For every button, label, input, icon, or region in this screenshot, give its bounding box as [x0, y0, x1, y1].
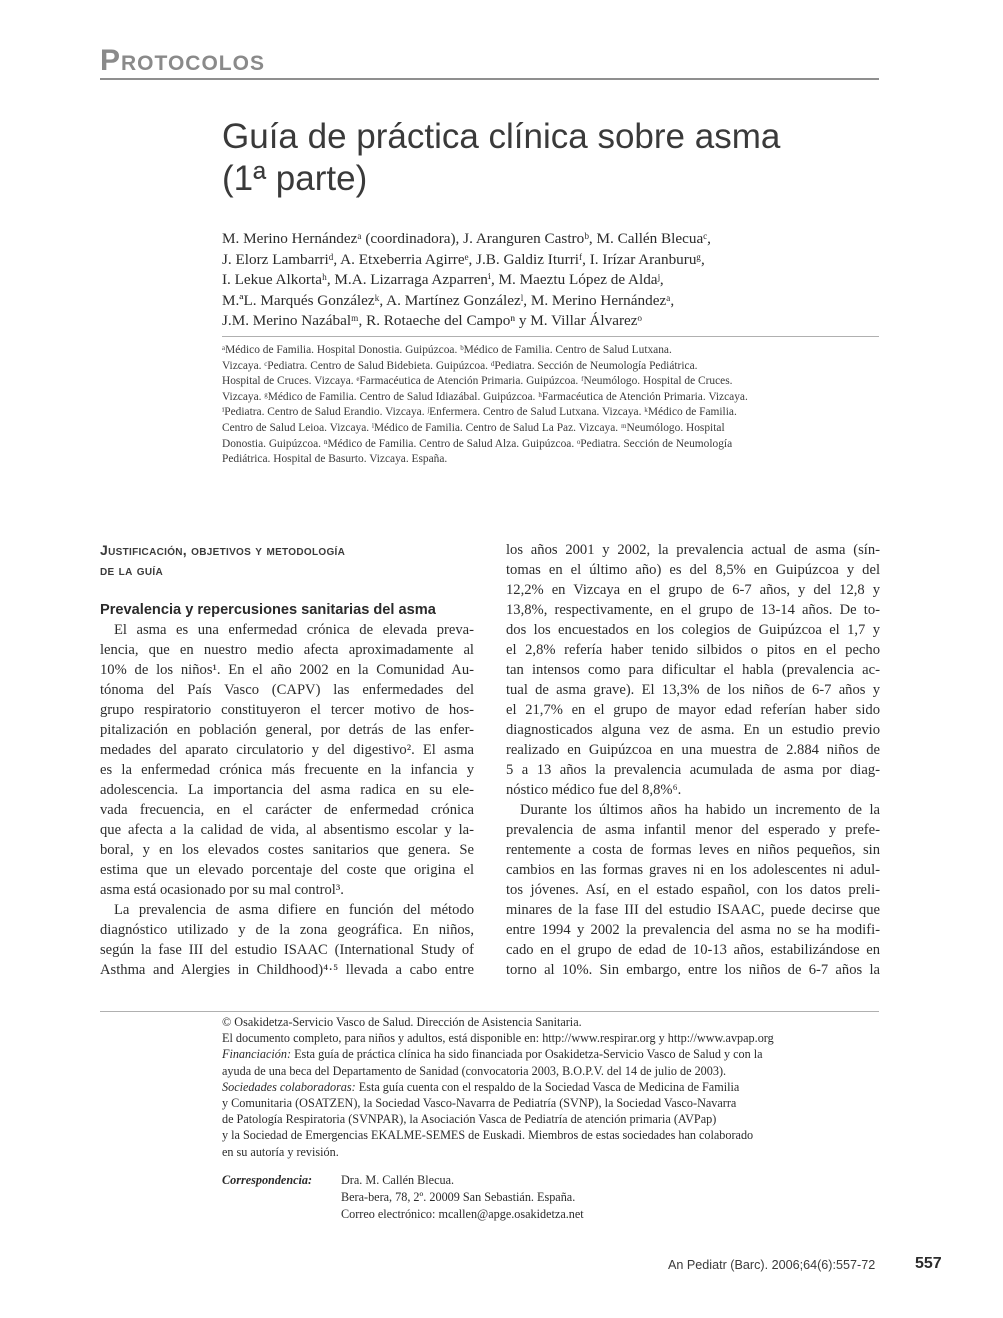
affiliation-line: Vizcaya. ᵍMédico de Familia. Centro de Salud Idiazábal. Guipúzcoa. ʰFarmacéutica de Atención Primaria. Vizcaya. [222, 390, 748, 403]
text-line: boral, y en los elevados costes sanitarios que genera. Se [100, 842, 474, 858]
text-line: El asma es una enfermedad crónica de elevada preva- [114, 622, 474, 638]
text-line: cado en el grupo de edad de 10-13 años, estabilizándose en [506, 942, 880, 958]
text-line: tan intensos como para dificultar el habla (prevalencia ac- [506, 662, 880, 678]
text-line: el 2,8% refería haber tenido silbidos o pitos en el pecho [506, 642, 880, 658]
text-line: 12,2% en Vizcaya en el grupo de 6-7 años, y del 12,8 y [506, 582, 880, 598]
societies-line: en su autoría y revisión. [222, 1144, 339, 1159]
body-text [100, 620, 474, 980]
text-line: nóstico médico fue del 8,8%⁶. [506, 782, 682, 798]
text-line: 5 a 13 años la prevalencia acumulada de asma por diag- [506, 762, 880, 778]
author-list [222, 229, 882, 332]
text-line: tos jóvenes. Así, en el estado español, con los datos preli- [506, 882, 880, 898]
author-line: I. Lekue Alkortaʰ, M.A. Lizarraga Azparrenⁱ, M. Maeztu López de Aldaʲ, [222, 271, 664, 289]
section-heading-line: de la guía [100, 562, 164, 578]
text-line: rentemente a costa de formas leves en niños pequeños, sin [506, 842, 880, 858]
text-line: minares de la fase III del estudio ISAAC, puede decirse que [506, 902, 880, 918]
availability-line: El documento completo, para niños y adultos, está disponible en: http://www.respirar.org y http://www.avpap.org [222, 1031, 774, 1046]
affiliation-line: Donostia. Guipúzcoa. ⁿMédico de Familia. Centro de Salud Alza. Guipúzcoa. ᵒPediatra. Sección de Neumología [222, 437, 733, 450]
text-line: 13,8%, respectivamente, en el grupo de 13-14 años. De to- [506, 602, 880, 618]
text-line: estima que un elevado porcentaje del coste que origina el [100, 862, 474, 878]
page-number: 557 [915, 1255, 942, 1272]
text-line: medades del aparato circulatorio y del digestivo². El asma [100, 742, 474, 758]
text-line: grupo respiratorio constituyeron el tercer motivo de hos- [100, 702, 474, 718]
text-line: cambios en las formas graves ni en los adolescentes ni adul- [506, 862, 880, 878]
section-heading [100, 540, 474, 580]
article-title [222, 116, 862, 200]
subsection-heading: Prevalencia y repercusiones sanitarias del asma [100, 602, 436, 618]
correspondence-address: Bera-bera, 78, 2º. 20009 San Sebastián. España. [341, 1190, 576, 1204]
societies-text: Esta guía cuenta con el respaldo de la Sociedad Vasca de Medicina de Familia [355, 1079, 740, 1094]
funding-line: ayuda de una beca del Departamento de Sanidad (convocatoria 2003, B.O.P.V. del 14 de julio de 2003). [222, 1063, 727, 1078]
affiliation-line: Centro de Salud Leioa. Vizcaya. ˡMédico de Familia. Centro de Salud La Paz. Vizcaya. ᵐNeumólogo. Hospital [222, 421, 725, 434]
title-line-1: Guía de práctica clínica sobre asma [222, 117, 781, 156]
copyright-line: © Osakidetza-Servicio Vasco de Salud. Dirección de Asistencia Sanitaria. [222, 1015, 582, 1029]
text-line: es la enfermedad crónica más frecuente en la infancia y [100, 762, 474, 778]
text-line: dos los encuestados en los colegios de Guipúzcoa el 1,7 y [506, 622, 880, 638]
text-line: pitalización en población general, por detrás de las enfer- [100, 722, 474, 738]
affiliations [222, 343, 882, 468]
text-line: adolescencia. La importancia del asma radica en su ele- [100, 782, 474, 798]
footnote [222, 1014, 882, 1160]
text-line: diagnóstico utilizado y de la zona geográfica. En niños, [100, 922, 474, 938]
text-line: el 21,7% en el grupo de mayor edad referían haber sido [506, 702, 880, 718]
societies-label: Sociedades colaboradoras: [222, 1079, 356, 1094]
text-line: 10% de los niños¹. En el año 2002 en la Comunidad Au- [100, 662, 474, 678]
correspondence-label: Correspondencia: [222, 1173, 313, 1187]
text-line: tual de asma grave). El 13,3% de los niños de 6-7 años y [506, 682, 880, 698]
affiliation-line: Hospital de Cruces. Vizcaya. ᵉFarmacéutica de Atención Primaria. Guipúzcoa. ᶠNeumólogo. Hospital de Cruces. [222, 375, 733, 388]
correspondence-details [341, 1172, 741, 1223]
funding-line [222, 1046, 882, 1062]
affiliation-line: ⁱPediatra. Centro de Salud Erandio. Vizcaya. ʲEnfermera. Centro de Salud Lutxana. Vizcaya. ᵏMédico de Familia. [222, 406, 737, 419]
societies-line: de Patología Respiratoria (SVNPAR), la Asociación Vasca de Pediatría de atención primaria (AVPap) [222, 1112, 717, 1127]
text-line: La prevalencia de asma difiere en función del método [114, 902, 474, 918]
societies-line [222, 1079, 882, 1095]
text-line: vada frecuencia, en el carácter de enfermedad crónica [100, 802, 474, 818]
affiliation-line: Pediátrica. Hospital de Basurto. Vizcaya. España. [222, 453, 448, 466]
funding-label: Financiación: [222, 1047, 292, 1062]
societies-line: y la Sociedad de Emergencias EKALME-SEMES de Euskadi. Miembros de estas sociedades han colaborado [222, 1128, 754, 1143]
text-line: prevalencia de asma infantil menor del esperado y prefe- [506, 822, 880, 838]
section-divider [100, 78, 879, 80]
text-line: lencia, que en nuestro medio afecta aproximadamente al [100, 642, 474, 658]
text-line: según la fase III del estudio ISAAC (International Study of [100, 942, 474, 958]
text-line: asma está ocasionado por su mal control³. [100, 882, 344, 898]
text-line: Durante los últimos años ha habido un incremento de la [520, 802, 880, 818]
affiliation-line: Vizcaya. ᶜPediatra. Centro de Salud Bidebieta. Guipúzcoa. ᵈPediatra. Sección de Neumología Pediátrica. [222, 359, 698, 372]
left-column [100, 540, 474, 980]
correspondence-email: Correo electrónico: mcallen@apge.osakidetza.net [341, 1207, 584, 1221]
title-line-2: (1ª parte) [222, 159, 368, 198]
affiliation-line: ᵃMédico de Familia. Hospital Donostia. Guipúzcoa. ᵇMédico de Familia. Centro de Salud Lutxana. [222, 344, 672, 356]
footnote-divider [100, 1011, 879, 1012]
text-line: torno al 10%. Sin embargo, entre los niños de 6-7 años la [506, 962, 880, 978]
section-label: Protocolos [100, 44, 265, 77]
author-line: M.ªL. Marqués Gonzálezᵏ, A. Martínez Gonzálezˡ, M. Merino Hernándezᵃ, [222, 291, 675, 309]
text-line: tomas en el último año) es del 8,5% en Guipúzcoa y del [506, 562, 880, 578]
author-line: J.M. Merino Nazábalᵐ, R. Rotaeche del Campoⁿ y M. Villar Álvarezᵒ [222, 312, 642, 330]
text-line: Asthma and Alergies in Childhood)⁴·⁵ llevada a cabo entre [100, 962, 474, 978]
text-line: tónoma del País Vasco (CAPV) las enfermedades del [100, 682, 474, 698]
journal-citation: An Pediatr (Barc). 2006;64(6):557-72 [668, 1258, 876, 1272]
funding-text: Esta guía de práctica clínica ha sido financiada por Osakidetza-Servicio Vasco de Salud y con la [291, 1047, 763, 1062]
right-column [506, 540, 880, 980]
correspondence-name: Dra. M. Callén Blecua. [341, 1173, 455, 1187]
affiliations-divider [222, 336, 879, 337]
section-heading-line: Justificación, objetivos y metodología [100, 542, 346, 558]
text-line: que afecta a la calidad de vida, al absentismo escolar y la- [100, 822, 474, 838]
text-line: diagnosticados alguna vez de asma. En un estudio previo [506, 722, 880, 738]
societies-line: y Comunitaria (OSATZEN), la Sociedad Vasco-Navarra de Pediatría (SVNP), la Sociedad Vasco-Navarra [222, 1096, 737, 1111]
text-line: realizado en Guipúzcoa en una muestra de 2.884 niños de [506, 742, 880, 758]
author-line: J. Elorz Lambarriᵈ, A. Etxeberria Agirreᵉ, J.B. Galdiz Iturriᶠ, I. Irízar Aranburuᵍ, [222, 250, 705, 268]
text-line: los años 2001 y 2002, la prevalencia actual de asma (sín- [506, 542, 880, 558]
author-line: M. Merino Hernándezᵃ (coordinadora), J. Aranguren Castroᵇ, M. Callén Blecuaᶜ, [222, 230, 711, 247]
text-line: entre 1994 y 2002 la prevalencia del asma no se ha modifi- [506, 922, 880, 938]
